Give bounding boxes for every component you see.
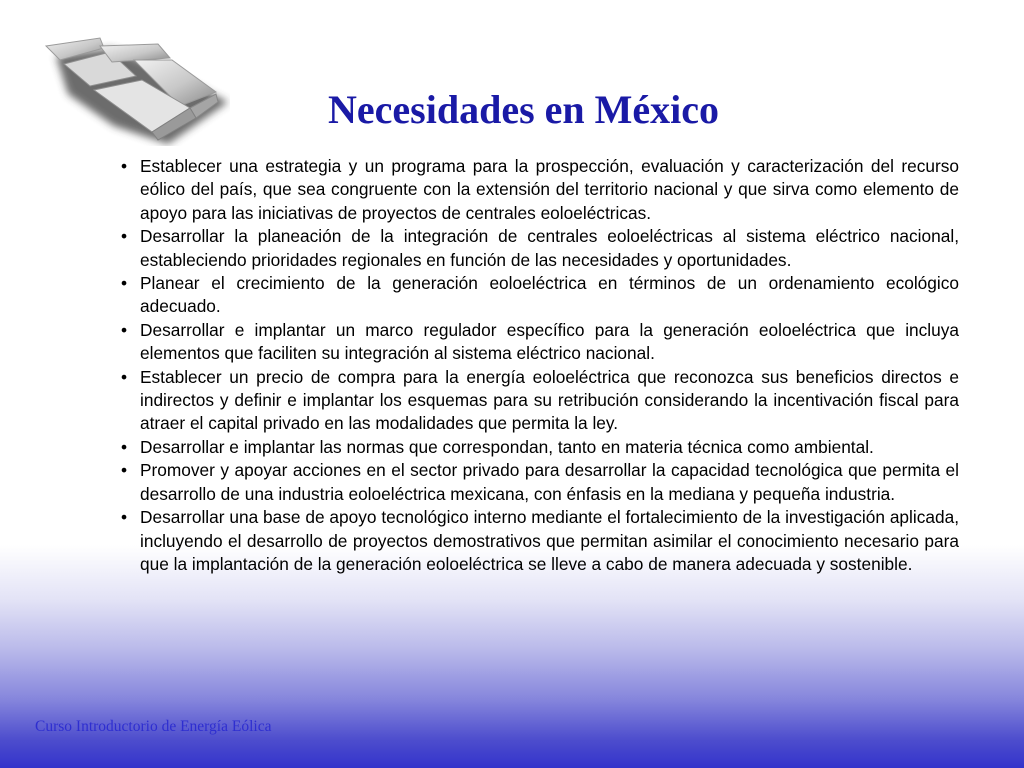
bullet-text: Desarrollar e implantar un marco regulador específico para la generación eoloeléctrica que incluya elementos que faciliten su integración al sistema eléctrico nacional.: [140, 319, 959, 364]
list-item: [116, 155, 959, 225]
bullet-point: •: [121, 436, 128, 457]
bullet-text: Desarrollar una base de apoyo tecnológico interno mediante el fortalecimiento de la investigación aplicada, incluyendo el desarrollo de proyectos demostrativos que permitan asimilar el conocimiento necesario para que la implantación de la generación eoloeléctrica se lleve a cabo de manera adecuada y sostenible.: [140, 507, 959, 574]
bullet-text: Desarrollar e implantar las normas que correspondan, tanto en materia técnica como ambiental.: [140, 436, 874, 457]
list-item: [116, 272, 959, 319]
bullet-text: Establecer una estrategia y un programa para la prospección, evaluación y caracterización del recurso eólico del país, que sea congruente con la extensión del territorio nacional y que sirva como elemento de apoyo para las iniciativas de proyectos de centrales eoloeléctricas.: [140, 156, 959, 223]
list-item: [116, 436, 959, 459]
bullet-point: •: [121, 460, 128, 481]
list-item: [116, 319, 959, 366]
bullet-text: Desarrollar la planeación de la integración de centrales eoloeléctricas al sistema eléctrico nacional, estableciendo prioridades regionales en función de las necesidades y oportunidades.: [140, 226, 959, 270]
bullet-point: •: [121, 226, 128, 247]
bullet-point: •: [121, 273, 128, 294]
bullet-text: Planear el crecimiento de la generación eoloeléctrica en términos de un ordenamiento ecológico adecuado.: [140, 273, 959, 317]
list-item: [116, 506, 959, 576]
list-item: [116, 366, 959, 436]
bullet-text: Establecer un precio de compra para la energía eoloeléctrica que reconozca sus beneficios directos e indirectos y definir e implantar los esquemas para su retribución considerando la incentivación fiscal para atraer el capital privado en las modalidades que permita la ley.: [140, 366, 959, 434]
footer-text: Curso Introductorio de Energía Eólica: [35, 718, 272, 735]
bullet-point: •: [121, 156, 128, 176]
bullet-point: •: [121, 366, 128, 387]
bullet-point: •: [121, 507, 128, 528]
list-item: [116, 225, 959, 272]
bullet-list: [116, 155, 959, 576]
list-item: [116, 459, 959, 506]
iie-logo: [40, 36, 230, 146]
bullet-point: •: [121, 319, 128, 340]
slide-title: Necesidades en México: [328, 87, 720, 132]
bullet-text: Promover y apoyar acciones en el sector privado para desarrollar la capacidad tecnológica que permita el desarrollo de una industria eoloeléctrica mexicana, con énfasis en la mediana y pequeña industria.: [140, 460, 959, 504]
